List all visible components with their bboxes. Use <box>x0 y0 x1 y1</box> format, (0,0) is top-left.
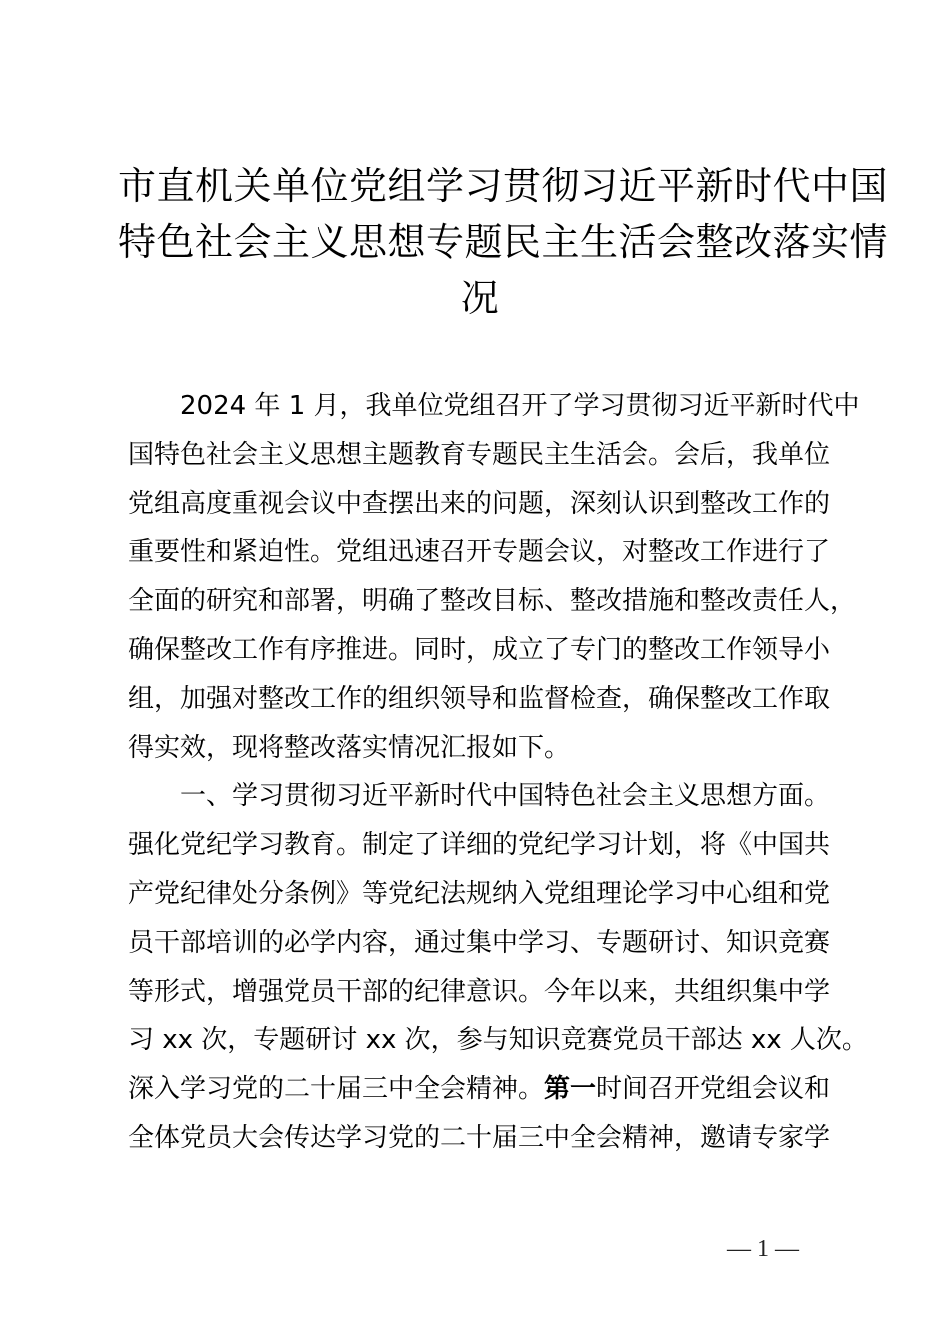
paragraph-2-line-5: 习 xx 次，专题研讨 xx 次，参与知识竞赛党员干部达 xx 人次。 <box>128 1025 868 1056</box>
paragraph-1-line-4: 重要性和紧迫性。党组迅速召开专题会议，对整改工作进行了 <box>128 537 831 568</box>
paragraph-1-line-6: 确保整改工作有序推进。同时，成立了专门的整改工作领导小 <box>128 634 831 665</box>
paragraph-1-line-2: 国特色社会主义思想主题教育专题民主生活会。会后，我单位 <box>128 439 831 470</box>
title-line-3: 况 <box>460 276 500 320</box>
paragraph-2-line-4: 等形式，增强党员干部的纪律意识。今年以来，共组织集中学 <box>128 976 831 1007</box>
document-body <box>128 382 868 1163</box>
section-1-heading: 一、学习贯彻习近平新时代中国特色社会主义思想方面。 <box>180 781 831 812</box>
paragraph-2-line-6 <box>128 1065 838 1114</box>
title-line-1: 市直机关单位党组学习贯彻习近平新时代中国 <box>118 164 889 208</box>
paragraph-2-line-6-tail: 时间召开党组会议和 <box>596 1074 831 1105</box>
paragraph-2-line-1: 强化党纪学习教育。制定了详细的党纪学习计划，将《中国共 <box>128 830 831 861</box>
paragraph-2-line-2: 产党纪律处分条例》等党纪法规纳入党组理论学习中心组和党 <box>128 878 831 909</box>
paragraph-2-line-6-text: 深入学习党的二十届三中全会精神。 <box>128 1074 545 1105</box>
document-title <box>118 158 889 326</box>
paragraph-2-line-3: 员干部培训的必学内容，通过集中学习、专题研讨、知识竞赛 <box>128 927 831 958</box>
paragraph-1-line-3: 党组高度重视会议中查摆出来的问题，深刻认识到整改工作的 <box>128 488 831 519</box>
page-number: — 1 — <box>727 1236 799 1262</box>
title-line-2: 特色社会主义思想专题民主生活会整改落实情 <box>118 220 889 264</box>
paragraph-2-line-7: 全体党员大会传达学习党的二十届三中全会精神，邀请专家学 <box>128 1122 831 1153</box>
paragraph-1-line-1: 2024 年 1 月，我单位党组召开了学习贯彻习近平新时代中 <box>180 391 860 421</box>
paragraph-1-line-8: 得实效，现将整改落实情况汇报如下。 <box>128 732 571 763</box>
bold-lead-text: 第一 <box>544 1074 597 1105</box>
paragraph-1-line-5: 全面的研究和部署，明确了整改目标、整改措施和整改责任人， <box>128 586 857 617</box>
paragraph-1-line-7: 组，加强对整改工作的组织领导和监督检查，确保整改工作取 <box>128 683 831 714</box>
